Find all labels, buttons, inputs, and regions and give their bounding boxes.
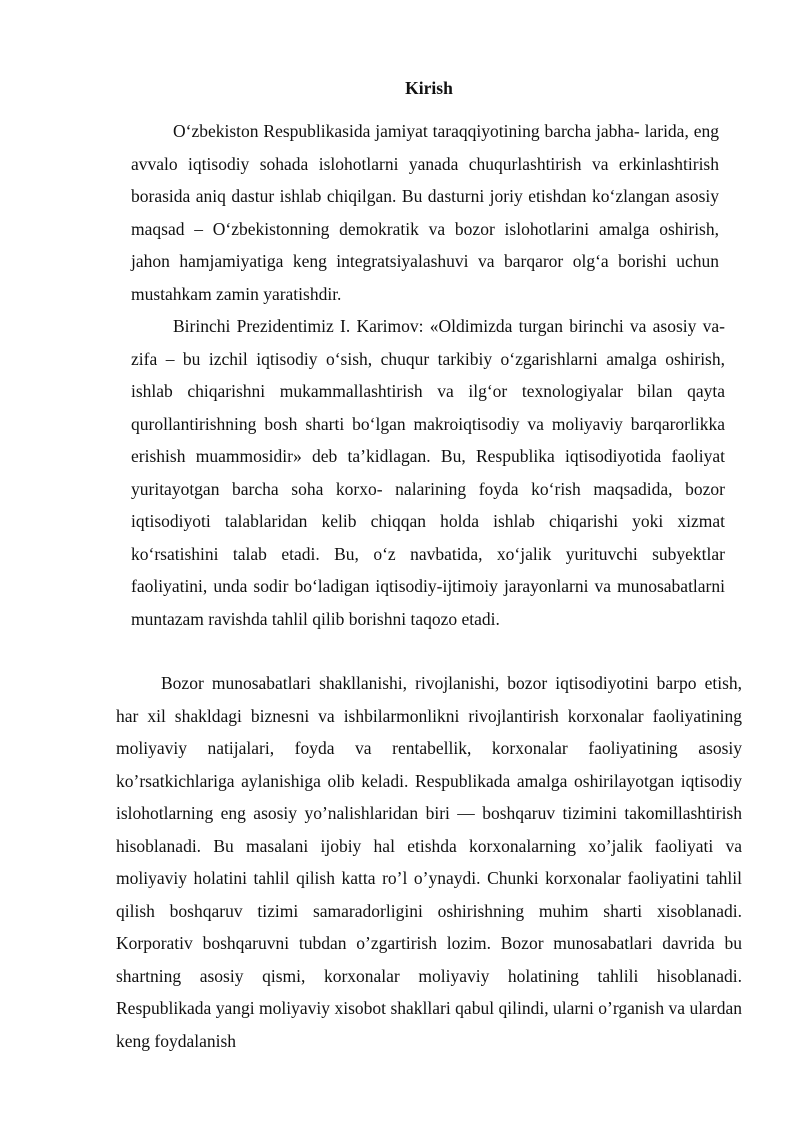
paragraph-market-relations: Bozor munosabatlari shakllanishi, rivojlanishi, bozor iqtisodiyotini barpo etish, har xil shakldagi biznesni va ishbilarmonlikni rivojlantirish korxonalar faoliyatining moliyaviy natijalari, foyda va rentabellik, korxonalar faoliyatining asosiy ko’rsatkichlariga aylanishiga olib keladi. Respublikada amalga oshirilayotgan iqtisodiy islohotlarning eng asosiy yo’nalishlaridan biri — boshqaruv tizimini takomillashtirish hisoblanadi. Bu masalani ijobiy hal etishda korxonalarning xo’jalik faoliyati va moliyaviy holatini tahlil qilish katta ro’l o’ynaydi. Chunki korxonalar faoliyatini tahlil qilish boshqaruv tizimi samaradorligini oshirishning muhim sharti xisoblanadi. Korporativ boshqaruvni tubdan o’zgartirish lozim. Bozor munosabatlari davrida bu shartning asosiy qismi, korxonalar moliyaviy holatining tahlili hisoblanadi. Respublikada yangi moliyaviy xisobot shakllari qabul qilindi, ularni o’rganish va ulardan keng foydalanish — [116, 673, 742, 1051]
paragraph-president-quote: Birinchi Prezidentimiz I. Karimov: «Oldimizda turgan birinchi va asosiy va- zifa – bu izchil iqtisodiy o‘sish, chuqur tarkibiy o‘zgarishlarni amalga oshirish, ishlab chiqarishni mukammallashtirish va ilg‘or texnologiyalar bilan qayta qurollantirishning bosh sharti bo‘lgan makroiqtisodiy va moliyaviy barqarorlikka erishish muammosidir» deb ta’kidlagan. Bu, Respublika iqtisodiyotida faoliyat yuritayotgan barcha soha korxo- nalarining foyda ko‘rish maqsadida, bozor iqtisodiyoti talablaridan kelib chiqqan holda ishlab chiqarishi yoki xizmat ko‘rsatishini talab etadi. Bu, o‘z navbatida, xo‘jalik yurituvchi subyektlar faoliyatini, unda sodir bo‘ladigan iqtisodiy-ijtimoiy jarayonlarni va munosabatlarni muntazam ravishda tahlil qilib borishni taqozo etadi. — [131, 316, 725, 629]
paragraph-intro: O‘zbekiston Respublikasida jamiyat taraqqiyotining barcha jabha- larida, eng avvalo iqtisodiy sohada islohotlarni yanada chuqurlashtirish va erkinlashtirish borasida aniq dastur ishlab chiqilgan. Bu dasturni joriy etishdan ko‘zlangan asosiy maqsad – O‘zbekistonning demokratik va bozor islohotlarini amalga oshirish, jahon hamjamiyatiga keng integratsiyalashuvi va barqaror olg‘a borishi uchun mustahkam zamin yaratishdir. — [131, 121, 719, 304]
page-title: Kirish — [405, 78, 453, 98]
